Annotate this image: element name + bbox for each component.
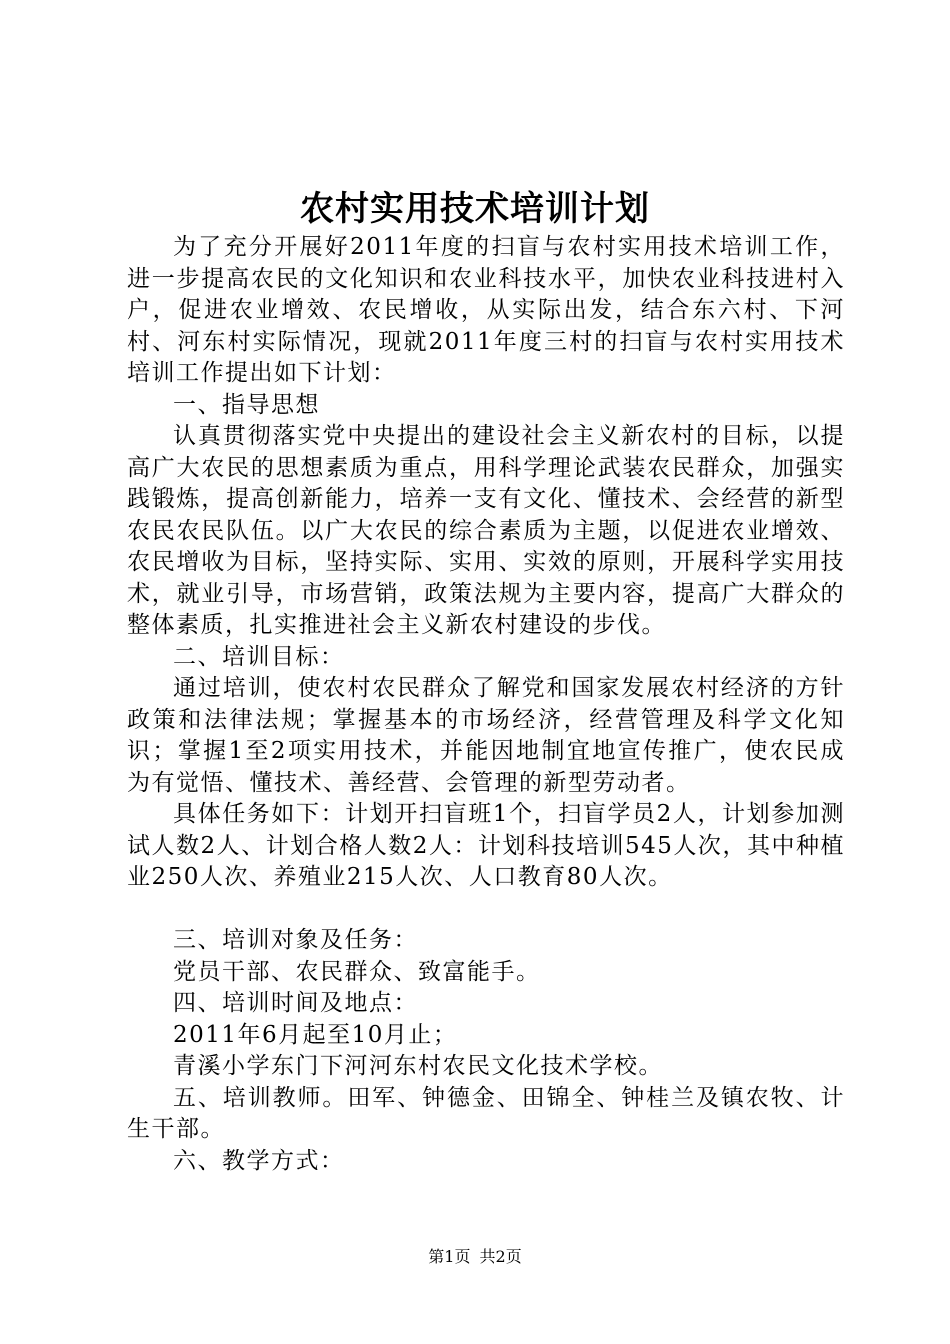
document-title: 农村实用技术培训计划 [300, 189, 650, 229]
paragraph-guiding-ideology: 认真贯彻落实党中央提出的建设社会主义新农村的目标，以提高广大农民的思想素质为重点，用科学理论武装农民群众，加强实践锻炼，提高创新能力，培养一支有文化、懂技术、会经营的新型农民农民队伍。以广大农民的综合素质为主题，以促进农业增效、农民增收为目标，坚持实际、实用、实效的原则，开展科学实用技术，就业引导，市场营销，政策法规为主要内容，提高广大群众的整体素质，扎实推进社会主义新农村建设的步伐。 [127, 423, 845, 638]
page-footer [0, 1246, 950, 1268]
heading-training-targets: 三、培训对象及任务： [173, 927, 418, 953]
paragraph-training-targets: 党员干部、农民群众、致富能手。 [173, 958, 541, 985]
heading-guiding-ideology: 一、指导思想 [173, 391, 320, 418]
page-number: 第1页 [428, 1247, 471, 1266]
paragraph-intro: 为了充分开展好2011年度的扫盲与农村实用技术培训工作，进一步提高农民的文化知识和农业科技水平，加快农业科技进村入户，促进农业增效、农民增收，从实际出发，结合东六村、下河村、河东村实际情况，现就2011年度三村的扫盲与农村实用技术培训工作提出如下计划： [127, 234, 845, 386]
paragraph-specific-tasks: 具体任务如下：计划开扫盲班1个，扫盲学员2人，计划参加测试人数2人、计划合格人数2人：计划科技培训545人次，其中种植业250人次、养殖业215人次、人口教育80人次。 [127, 801, 845, 890]
paragraph-location: 青溪小学东门下河河东村农民文化技术学校。 [173, 1053, 663, 1079]
heading-teaching-method: 六、教学方式： [173, 1147, 345, 1174]
heading-time-location: 四、培训时间及地点： [173, 990, 418, 1016]
paragraph-teachers: 五、培训教师。田军、钟德金、田锦全、钟桂兰及镇农牧、计生干部。 [127, 1084, 845, 1142]
paragraph-training-goals: 通过培训，使农村农民群众了解党和国家发展农村经济的方针政策和法律法规；掌握基本的市场经济，经营管理及科学文化知识；掌握1至2项实用技术，并能因地制宜地宣传推广，使农民成为有觉悟、懂技术、善经营、会管理的新型劳动者。 [127, 675, 845, 796]
paragraph-time: 2011年6月起至10月止； [173, 1021, 458, 1048]
document-body [127, 232, 845, 1177]
page-total: 共2页 [479, 1247, 522, 1266]
heading-training-goals: 二、培训目标： [173, 643, 345, 670]
